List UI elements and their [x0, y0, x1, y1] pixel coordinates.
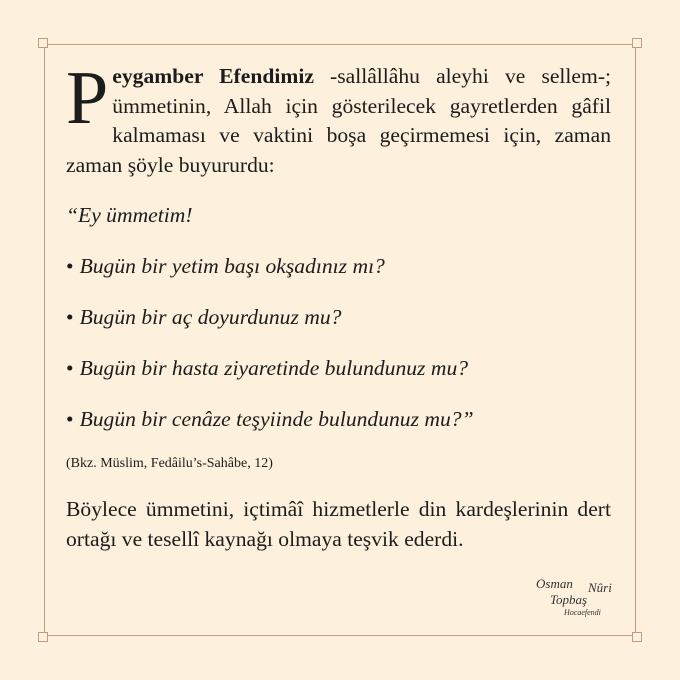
- signature-first-name: Osman: [536, 576, 573, 591]
- text-content: [66, 56, 612, 554]
- frame-corner-bottom-left: [38, 632, 48, 642]
- quote-item-text: Bugün bir aç doyurdunuz mu?: [79, 305, 342, 329]
- quote-item: [66, 354, 611, 383]
- bullet: •: [66, 254, 74, 278]
- bullet: •: [66, 407, 74, 431]
- bullet: •: [66, 305, 74, 329]
- quote-item: [66, 405, 611, 434]
- intro-paragraph: [66, 56, 612, 180]
- closing-paragraph: Böylece ümmetini, içtimâî hizmetlerle din kardeşlerinin dert ortağı ve tesellî kaynağı olmaya teşvik ederdi.: [66, 497, 611, 551]
- frame-corner-bottom-right: [632, 632, 642, 642]
- bullet: •: [66, 356, 74, 380]
- quote-opening: “Ey ümmetim!: [66, 203, 193, 227]
- drop-cap: P: [66, 56, 109, 140]
- frame-corner-top-left: [38, 38, 48, 48]
- frame-corner-top-right: [632, 38, 642, 48]
- quote-item: [66, 303, 611, 332]
- reference-citation: (Bkz. Müslim, Fedâilu’s-Sahâbe, 12): [66, 456, 273, 471]
- signature: [536, 576, 628, 626]
- quote-item-text: Bugün bir hasta ziyaretinde bulundunuz mu?: [79, 356, 469, 380]
- intro-bold: eygamber Efendimiz: [112, 64, 314, 88]
- signature-last-name: Topbaş: [550, 592, 588, 607]
- quote-item: [66, 252, 611, 281]
- quote-item-text: Bugün bir yetim başı okşadınız mı?: [79, 254, 385, 278]
- signature-middle-name: Nûri: [588, 580, 612, 595]
- signature-title: Hocaefendi: [564, 608, 601, 617]
- quote-item-text: Bugün bir cenâze teşyiinde bulundunuz mu?”: [79, 407, 474, 431]
- intro-text: -sallâllâhu aleyhi ve sellem-; ümmetinin, Allah için gösterilecek gayretlerden gâfil kalmaması ve vaktini boşa geçirmemesi için, zaman zaman şöyle buyururdu:: [66, 64, 612, 177]
